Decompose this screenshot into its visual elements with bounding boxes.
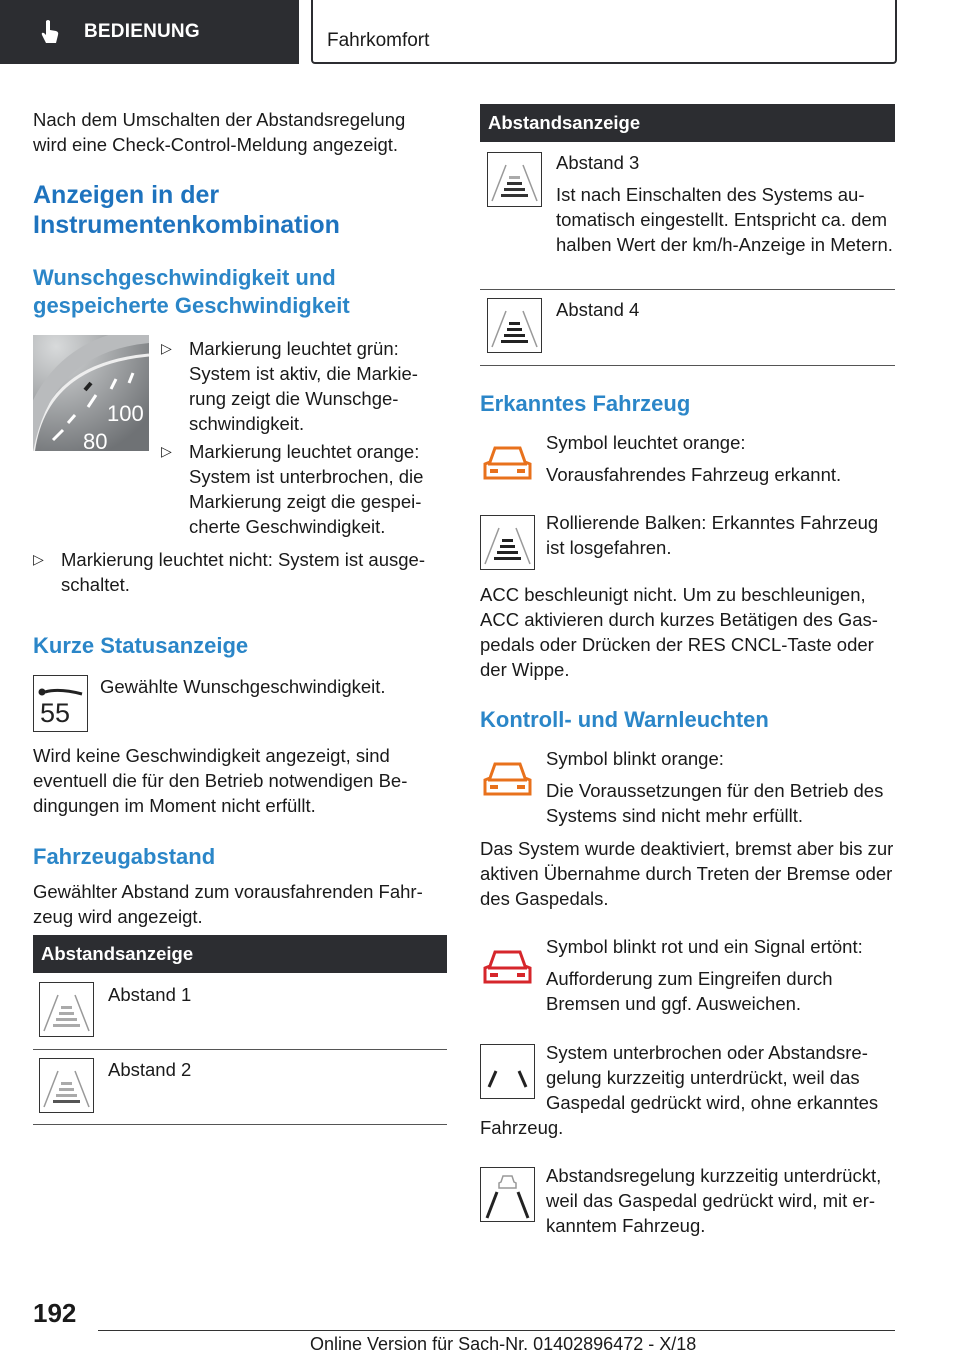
- heading-instrument-cluster: Anzeigen in der Instrumentenkombination: [33, 181, 340, 239]
- heading-desired-speed: Wunschgeschwindigkeit und gespeicherte Geschwindigkeit: [33, 265, 350, 318]
- heading-short-status: Kurze Statusanzeige: [33, 633, 249, 658]
- distance-3-text: Ist nach Einschalten des Systems automatisch eingestellt. Entspricht ca. dem halben Wert der km/h-Anzeige in Metern.: [556, 184, 893, 255]
- car-orange-blink-icon: [480, 756, 535, 801]
- distance-4-icon: [487, 298, 542, 353]
- section-label: BEDIENUNG: [84, 21, 200, 42]
- page-number: 192: [33, 1298, 77, 1328]
- distance-3-icon: [487, 152, 542, 207]
- bullet-orange: ▷ Markierung leuchtet orange: System ist unterbrochen, die Markierung zeigt die gespeicherte Geschwindigkeit.: [161, 441, 424, 537]
- warning-4: Abstandsregelung kurzzeitig unterdrückt, weil das Gaspedal gedrückt wird, mit erkanntem Fahrzeug.: [546, 1165, 882, 1236]
- status-paragraph: Wird keine Geschwindigkeit angezeigt, sind eventuell die für den Betrieb notwendigen Bedingungen im Moment nicht erfüllt.: [33, 745, 408, 816]
- distance-1-label: Abstand 1: [108, 984, 192, 1005]
- distance-4-title: Abstand 4: [556, 299, 640, 320]
- heading-detected-vehicle: Erkanntes Fahrzeug: [480, 391, 691, 416]
- speedometer-dial-image: [33, 335, 149, 451]
- heading-warning-lights: Kontroll- und Warnleuchten: [480, 707, 769, 732]
- chapter-label: Fahrkomfort: [327, 30, 430, 51]
- bullet-off: ▷ Markierung leuchtet nicht: System ist ausgeschaltet.: [33, 549, 426, 595]
- detected-2: Rollierende Balken: Erkanntes Fahrzeug ist losgefahren.: [546, 512, 879, 558]
- detected-1a: Symbol leuchtet orange:: [546, 432, 746, 453]
- speed-status-icon: 55: [33, 675, 88, 732]
- distance-paragraph: Gewählter Abstand zum vorausfahrenden Fahrzeug wird angezeigt.: [33, 881, 423, 927]
- distance-2-label: Abstand 2: [108, 1059, 192, 1080]
- table-divider: [480, 289, 895, 290]
- triangle-bullet-icon: ▷: [161, 340, 172, 356]
- warning-3b: Fahrzeug.: [480, 1117, 564, 1138]
- car-red-icon: [480, 944, 535, 989]
- dial-label-100: 100: [107, 401, 144, 426]
- distance-3-title: Abstand 3: [556, 152, 640, 173]
- acc-paragraph: ACC beschleunigt nicht. Um zu beschleunigen, ACC aktivieren durch kurzes Betätigen des Gaspedals oder Drücken der RES CNCL-Taste oder der Wippe.: [480, 584, 878, 680]
- rolling-bars-icon: [480, 515, 535, 570]
- table-divider: [33, 1049, 447, 1050]
- footer-text: Online Version für Sach-Nr. 01402896472 - X/18: [310, 1334, 697, 1354]
- intro-paragraph: Nach dem Umschalten der Abstandsregelung wird eine Check-Control-Meldung angezeigt.: [33, 109, 406, 155]
- detected-1b: Vorausfahrendes Fahrzeug erkannt.: [546, 464, 842, 485]
- distance-table-header: Abstandsanzeige: [33, 935, 447, 973]
- chapter-tab: [311, 0, 897, 64]
- section-tab: [0, 0, 299, 64]
- bullet-green: ▷ Markierung leuchtet grün: System ist aktiv, die Markierung zeigt die Wunschgeschwindigkeit.: [161, 338, 418, 434]
- dial-label-80: 80: [83, 429, 108, 451]
- lane-lines-icon: [480, 1044, 535, 1099]
- warning-3a: System unterbrochen oder Abstandsregelung kurzzeitig unterdrückt, weil das Gaspedal gedrückt wird, ohne erkanntes: [546, 1042, 879, 1113]
- car-orange-icon: [480, 440, 535, 485]
- warning-1a: Symbol blinkt orange:: [546, 748, 724, 769]
- warning-1b: Die Voraussetzungen für den Betrieb des Systems sind nicht mehr erfüllt.: [546, 780, 884, 826]
- heading-distance: Fahrzeugabstand: [33, 844, 216, 869]
- hand-pointer-icon: [40, 18, 64, 46]
- distance-table-header-cont: Abstandsanzeige: [480, 104, 895, 142]
- triangle-bullet-icon: ▷: [33, 551, 44, 567]
- lane-lines-car-icon: [480, 1167, 535, 1222]
- status-text: Gewählte Wunschgeschwindigkeit.: [100, 676, 386, 697]
- distance-1-icon: [39, 982, 94, 1037]
- footer-divider: [98, 1330, 895, 1331]
- warning-2a: Symbol blinkt rot und ein Signal ertönt:: [546, 936, 863, 957]
- warning-1-paragraph: Das System wurde deaktiviert, bremst aber bis zur aktiven Übernahme durch Treten der Bremse oder des Gaspedals.: [480, 838, 894, 909]
- distance-2-icon: [39, 1058, 94, 1113]
- table-divider: [480, 365, 895, 366]
- warning-2b: Aufforderung zum Eingreifen durch Bremsen und ggf. Ausweichen.: [546, 968, 833, 1014]
- triangle-bullet-icon: ▷: [161, 443, 172, 459]
- table-divider: [33, 1124, 447, 1125]
